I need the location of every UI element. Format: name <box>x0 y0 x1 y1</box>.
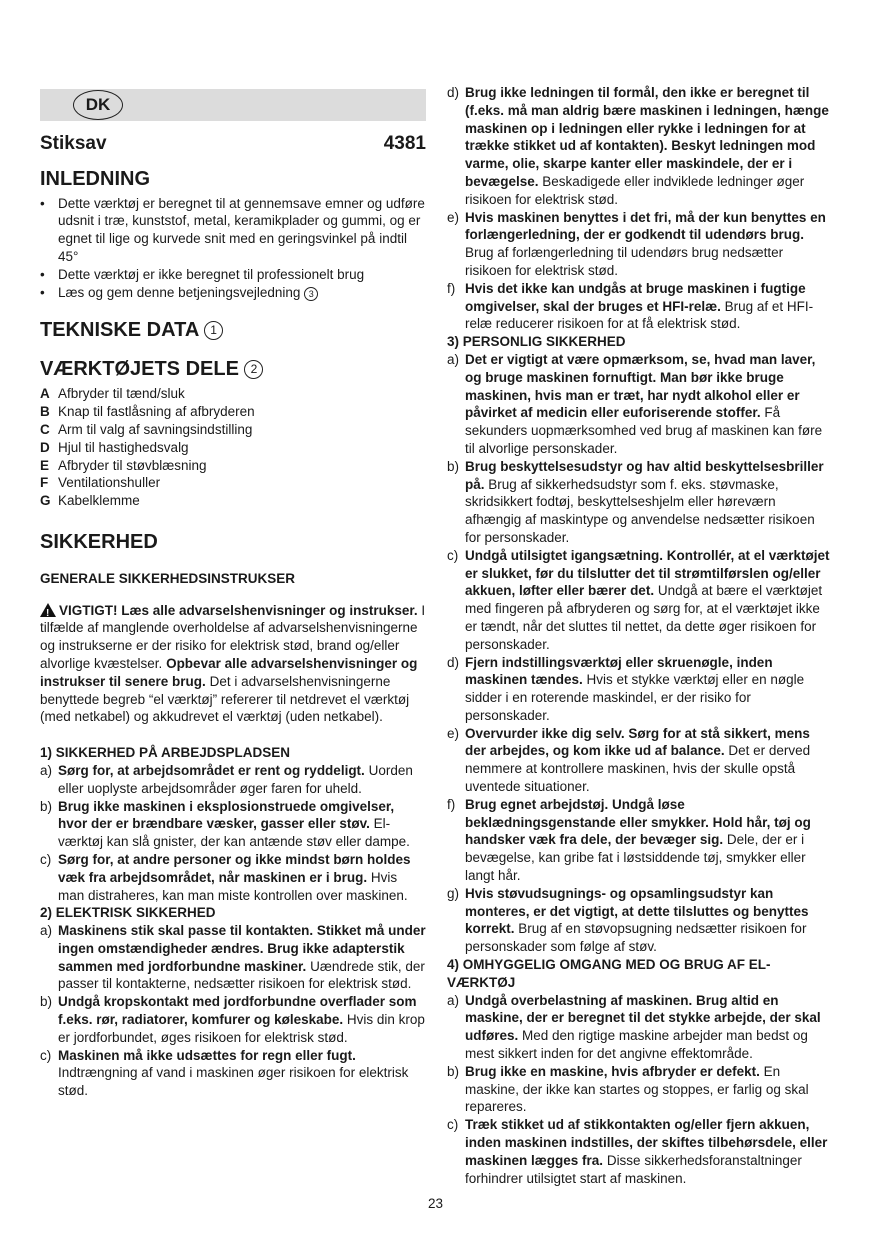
instruction-item: a) Sørg for, at arbejdsområdet er rent og ryddeligt. Uorden eller uoplyste arbejdsområder øger faren for uheld. <box>40 762 413 796</box>
part-item: C Arm til valg af savningsindstilling <box>40 421 253 437</box>
section-heading: 3) PERSONLIG SIKKERHED <box>447 334 626 350</box>
list-item: • Dette værktøj er beregnet til at gennemsave emner og udføre udsnit i træ, kunststof, metal, keramikplader og gummi, og er egnet til lige og kurvede snit med en geringsvinkel på indtil 45° <box>40 195 426 266</box>
section-heading: 2) ELEKTRISK SIKKERHED <box>40 905 216 921</box>
language-bar <box>40 89 426 121</box>
instruction-item: f) Hvis det ikke kan undgås at bruge maskinen i fugtige omgivelser, skal der bruges et HFI-relæ. Brug af et HFI-relæ reducerer risikoen for at få elektrisk stød. <box>447 280 814 332</box>
product-title: Stiksav <box>40 133 107 154</box>
instruction-item: g) Hvis støvudsugnings- og opsamlingsudstyr kan monteres, er det vigtigt, at dette tilsluttes og benyttes korrekt. Brug af en støvopsugning nedsætter risikoen for personskader som følge af støv. <box>447 885 809 955</box>
title-row <box>40 135 426 153</box>
instruction-item: c) Træk stikket ud af stikkontakten og/eller fjern akkuen, inden maskinen indstilles, der skiftes tilbehørsdele, eller maskinen lægges fra. Disse sikkerhedsforanstaltninger forhindrer utilsigtet start af maskinen. <box>447 1117 828 1186</box>
section-heading: 1) SIKKERHED PÅ ARBEJDSPLADSEN <box>40 745 291 761</box>
safety-subheading: GENERALE SIKKERHEDSINSTRUKSER <box>40 570 296 586</box>
model-number: 4381 <box>383 133 426 154</box>
instruction-item: a) Det er vigtigt at være opmærksom, se, hvad man laver, og bruge maskinen fornuftigt. Man bør ikke bruge maskinen, hvis man er træt, har nydt alkohol eller er påvirket af medicin eller euforiserende stoffer. Få sekunders uopmærksomhed ved brug af maskinen kan føre til alvorlige personskader. <box>447 351 823 456</box>
page-number: 23 <box>428 1196 444 1211</box>
left-column <box>40 0 426 1100</box>
part-item: F Ventilationshuller <box>40 475 161 491</box>
part-item: D Hjul til hastighedsvalg <box>40 439 189 455</box>
list-item: • Dette værktøj er ikke beregnet til professionelt brug <box>40 266 426 284</box>
language-badge: DK <box>73 90 123 120</box>
instruction-item: e) Hvis maskinen benyttes i det fri, må der kun benyttes en forlængerledning, der er godkendt til udendørs brug. Brug af forlængerledning til udendørs brug nedsætter risikoen for elektrisk stød. <box>447 209 826 278</box>
part-item: B Knap til fastlåsning af afbryderen <box>40 404 255 420</box>
instruction-item: d) Brug ikke ledningen til formål, den ikke er beregnet til (f.eks. må man aldrig bære maskinen i ledningen, hænge maskinen op i ledningen eller rykke i ledningen for at trække stikket ud af kontakten). Beskyt ledningen mod varme, olie, skarpe kanter eller maskindele, der er i bevægelse. Beskadigede eller indviklede ledninger øger risikoen for elektrisk stød. <box>447 85 829 207</box>
parts-heading: VÆRKTØJETS DELE 2 <box>40 360 426 379</box>
parts-list <box>40 385 426 510</box>
instruction-item: b) Undgå kropskontakt med jordforbundne overflader som f.eks. rør, radiatorer, komfurer og køleskabe. Hvis din krop er jordforbundet, øges risikoen for elektrisk stød. <box>40 994 425 1045</box>
instruction-item: f) Brug egnet arbejdstøj. Undgå løse beklædningsgenstande eller smykker. Hold hår, tøj og handsker væk fra dele, der bevæger sig. Dele, der er i bevægelse, kan gribe fat i løstsiddende tøj, smykker eller langt hår. <box>447 796 811 884</box>
part-item: G Kabelklemme <box>40 493 140 509</box>
instruction-item: a) Undgå overbelastning af maskinen. Brug altid en maskine, der er beregnet til det stykke arbejde, der skal udføres. Med den rigtige maskine arbejder man bedst og mest sikkert inden for det angivne effektområde. <box>447 992 821 1062</box>
instruction-item: c) Undgå utilsigtet igangsætning. Kontrollér, at el værktøjet er slukket, før du tilslutter det til strømtilførslen og/eller akkuen, løfter eller bærer det. Undgå at bære el værktøjet med fingeren på afbryderen og sørg for, at el værktøjet ikke er tændt, når det sluttes til nettet, da dette øger risikoen for personskader. <box>447 547 830 652</box>
instruction-item: d) Fjern indstillingsværktøj eller skruenøgle, inden maskinen tændes. Hvis et stykke værktøj eller en nøgle sidder i en roterende maskindel, er der risiko for personskader. <box>447 654 805 723</box>
instruction-item: b) Brug beskyttelsesudstyr og hav altid beskyttelsesbriller på. Brug af sikkerhedsudstyr som f. eks. støvmaske, skridsikkert fodtøj, beskyttelseshjelm eller høreværn afhængig af maskintype og anvendelse nedsætter risikoen for personskader. <box>447 458 824 545</box>
tech-heading: TEKNISKE DATA 1 <box>40 321 426 340</box>
figure-ref: 3 <box>304 287 318 301</box>
instruction-item: e) Overvurder ikke dig selv. Sørg for at stå sikkert, mens der arbejdes, og kom ikke ud af balance. Det er derved nemmere at kontrollere maskinen, hvis der skulle opstå uventede situationer. <box>447 725 811 795</box>
safety-heading: SIKKERHED <box>40 530 158 553</box>
instruction-item: c) Maskinen må ikke udsættes for regn eller fugt. Indtrængning af vand i maskinen øger risikoen for elektrisk stød. <box>40 1047 409 1099</box>
instruction-item: b) Brug ikke en maskine, hvis afbryder er defekt. En maskine, der ikke kan startes og stoppes, er farlig og skal repareres. <box>447 1063 809 1115</box>
intro-heading: INLEDNING <box>40 167 150 190</box>
part-item: A Afbryder til tænd/sluk <box>40 386 185 402</box>
instruction-item: c) Sørg for, at andre personer og ikke mindst børn holdes væk fra arbejdsområdet, når maskinen er i brug. Hvis man distraheres, kan man miste kontrollen over maskinen. <box>40 851 411 903</box>
section-heading: 4) OMHYGGELIG OMGANG MED OG BRUG AF EL-VÆRKTØJ <box>447 957 771 990</box>
figure-ref: 2 <box>244 360 263 379</box>
list-item: • Læs og gem denne betjeningsvejledning 3 <box>40 284 426 302</box>
warning-paragraph: !VIGTIGT! Læs alle advarselshenvisninger og instrukser. I tilfælde af manglende overholdelse af advarselshenvisningerne og instrukserne er der risiko for elektrisk stød, brand og/eller alvorlige kvæstelser. Opbevar alle advarselshenvisninger og instrukser til senere brug. Det i advarselshenvisningerne benyttede begreb “el værktøj” refererer til netdrevet el værktøj (med netkabel) og akkudrevet el værktøj (uden netkabel). <box>40 602 426 727</box>
figure-ref: 1 <box>204 321 223 340</box>
instruction-item: a) Maskinens stik skal passe til kontakten. Stikket må under ingen omstændigheder ændres. Brug ikke adapterstik sammen med jordforbundne maskiner. Uændrede stik, der passer til kontakterne, nedsætter risikoen for elektrisk stød. <box>40 923 426 992</box>
intro-list <box>40 195 426 302</box>
warning-icon <box>40 603 56 617</box>
part-item: E Afbryder til støvblæsning <box>40 457 207 473</box>
right-column <box>447 84 833 1187</box>
instruction-item: b) Brug ikke maskinen i eksplosionstruede omgivelser, hvor der er brændbare væsker, gasser eller støv. El-værktøj kan slå gnister, der kan antænde støv eller dampe. <box>40 798 410 850</box>
